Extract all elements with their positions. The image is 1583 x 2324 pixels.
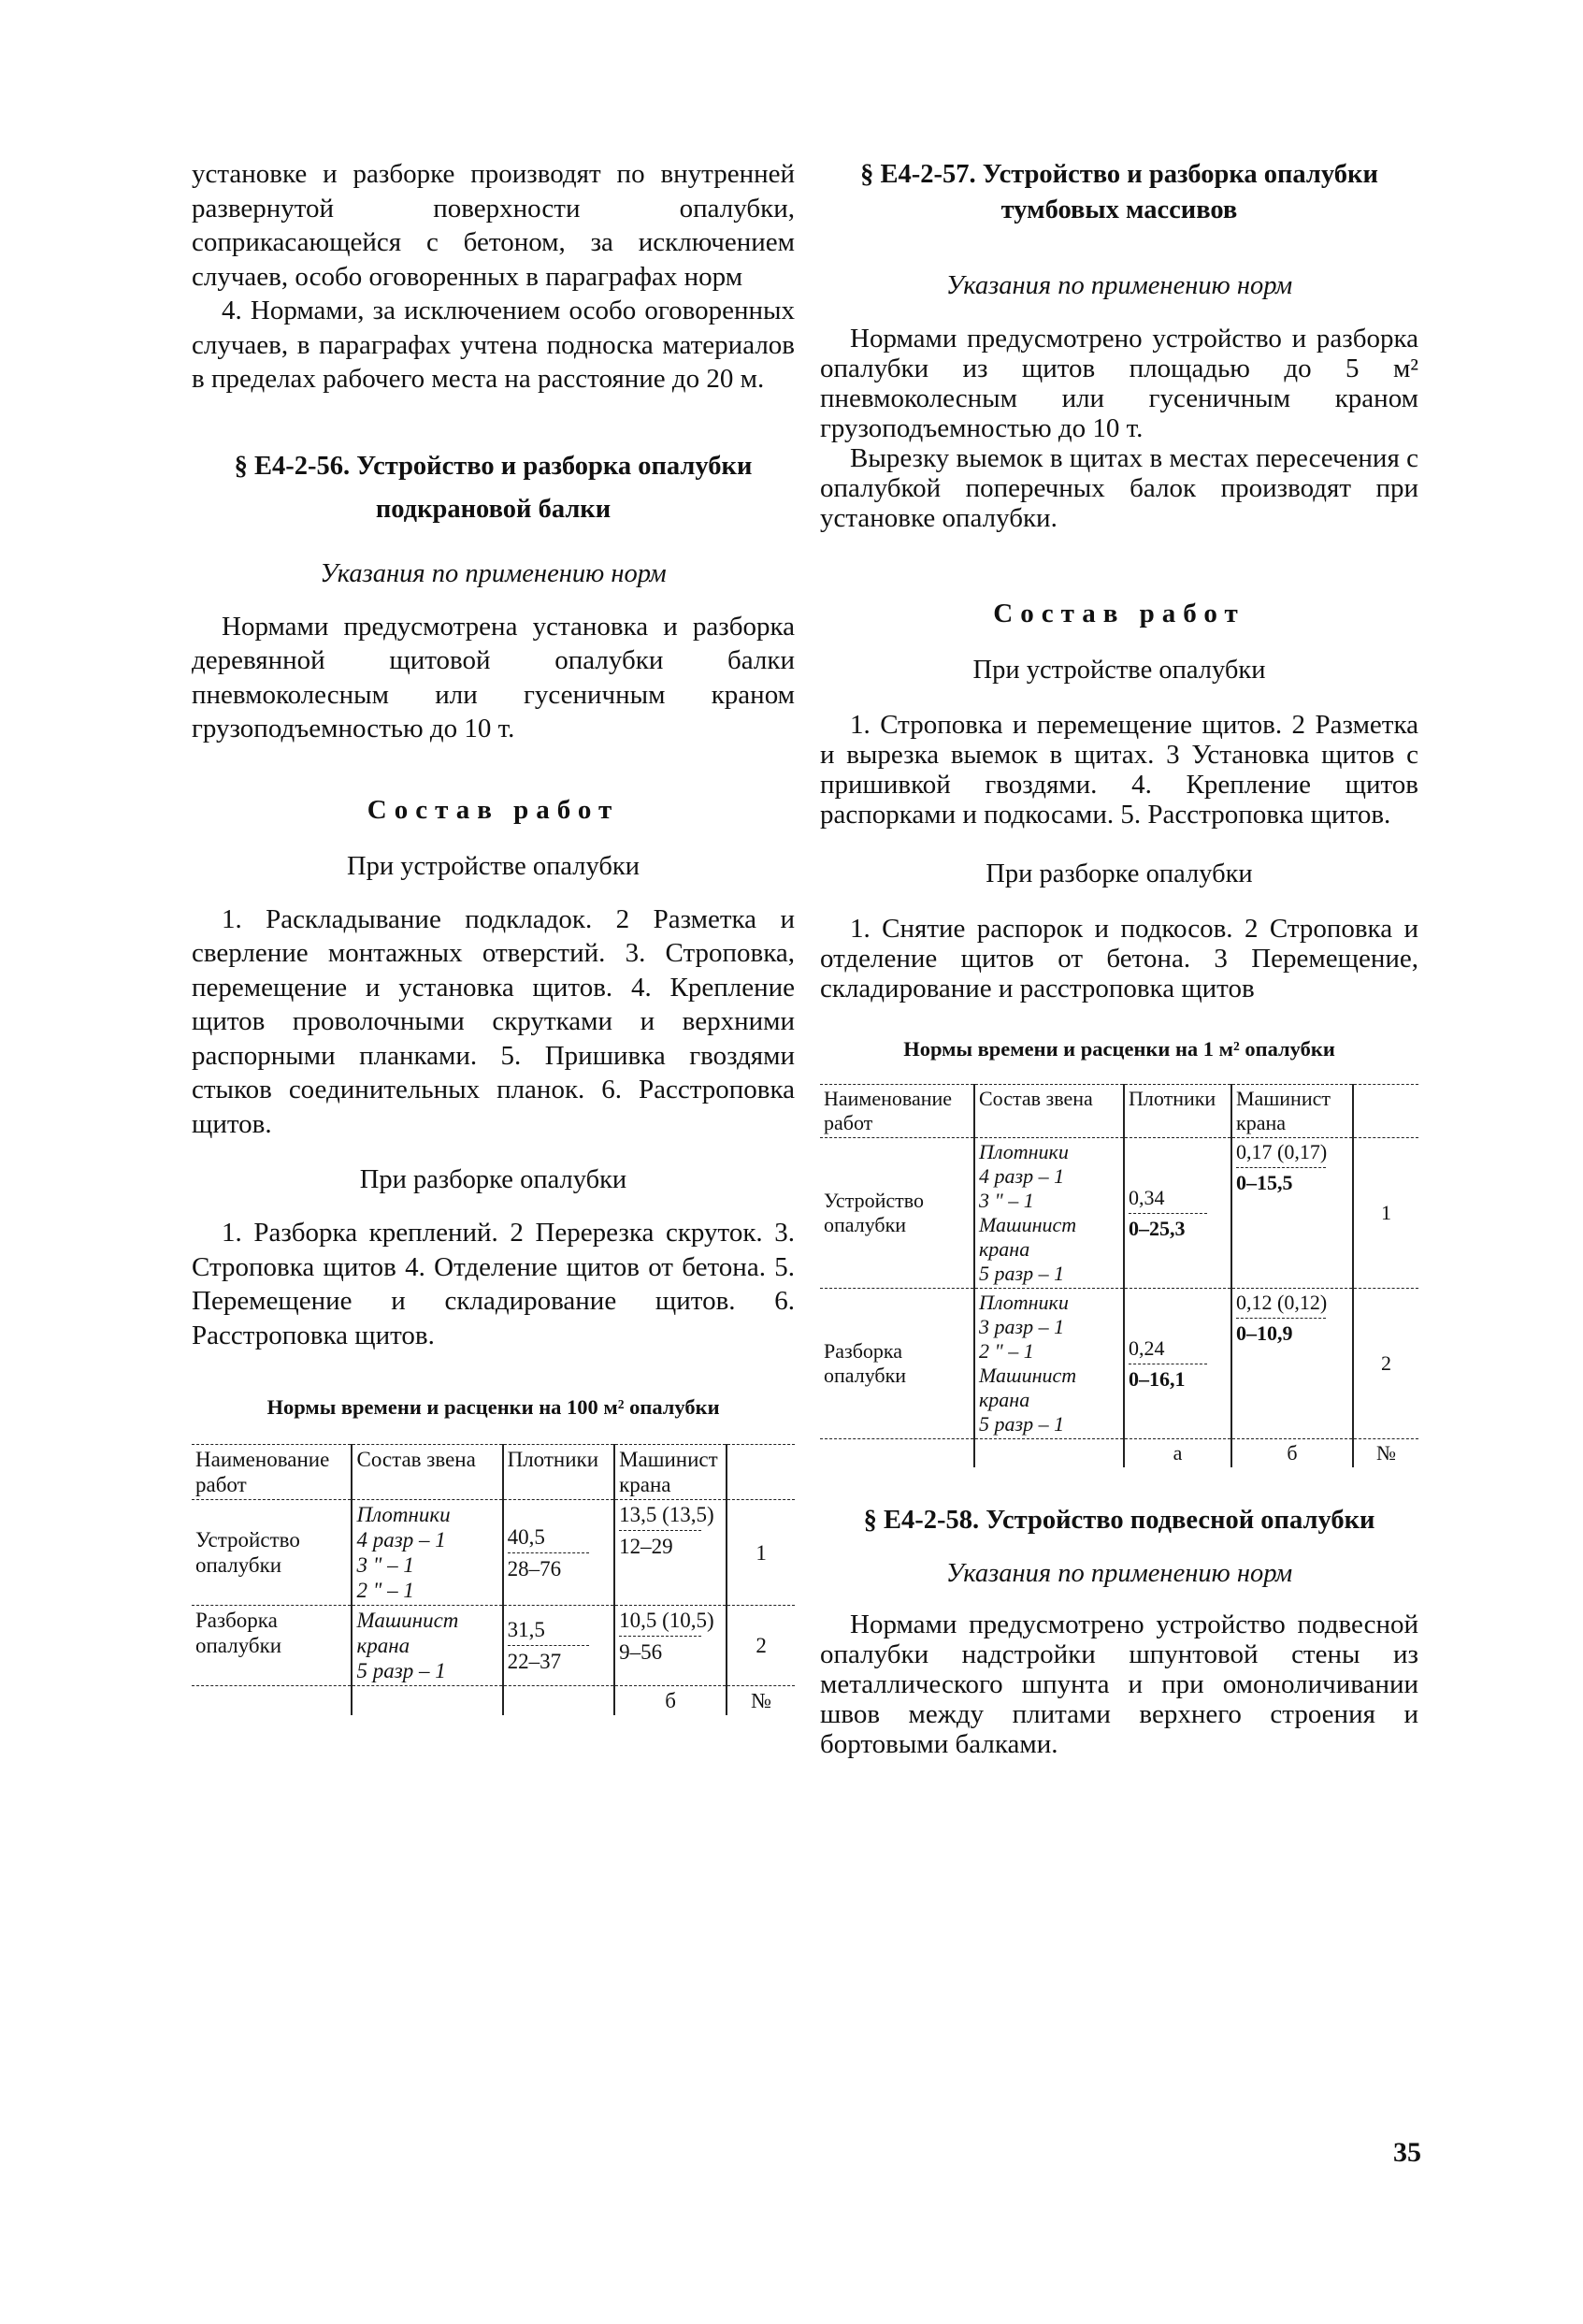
table-header-cell: Состав звена — [974, 1085, 1124, 1138]
price-value: 9–56 — [619, 1640, 663, 1664]
crew-cell — [352, 1606, 502, 1686]
price-value: 12–29 — [619, 1535, 673, 1558]
crew-line: Машинист — [979, 1213, 1077, 1236]
time-value: 0,12 (0,12) — [1236, 1291, 1328, 1314]
table-header-cell: Плотники — [1124, 1085, 1231, 1138]
row-number: 1 — [727, 1500, 795, 1606]
price-value: 22–37 — [507, 1650, 562, 1673]
left-column — [192, 157, 795, 1715]
table-header-cell: Плотники — [503, 1445, 615, 1500]
price-value: 0–25,3 — [1129, 1216, 1186, 1240]
table-56-caption: Нормы времени и расценки на 100 м² опалубки — [266, 1395, 720, 1419]
table-row — [820, 1138, 1418, 1289]
operation-cell: Устройство опалубки — [820, 1138, 974, 1289]
section-56-installation-text: 1. Раскладывание подкладок. 2 Разметка и сверление монтажных отверстий. 3. Строповка, перемещение и установка щитов. 4. Крепление щитов проволочными скрутками и верхними распорными планками. 5. Пришивка гвоздями стыков соединительных планок. 6. Расстроповка щитов. — [192, 903, 795, 1139]
section-56-dismantling-text: 1. Разборка креплений. 2 Перерезка скруток. 3. Строповка щитов 4. Отделение щитов от бетона. 5. Перемещение и складирование щитов. 6. Расстроповка щитов. — [192, 1218, 795, 1350]
value-divider — [619, 1636, 701, 1637]
crew-line: Плотники — [979, 1140, 1069, 1163]
table-row — [820, 1289, 1418, 1439]
section-57-instructions-heading: Указания по применению норм — [945, 271, 1293, 300]
crew-line: 5 разр – 1 — [979, 1412, 1065, 1436]
section-57-installation-heading: При устройстве опалубки — [972, 656, 1266, 685]
section-58-instructions-heading: Указания по применению норм — [945, 1559, 1293, 1588]
section-57-instructions-p2: Вырезку выемок в щитах в местах пересечения с опалубкой поперечных балок производят при установке опалубки. — [820, 443, 1418, 533]
price-value: 0–16,1 — [1129, 1366, 1186, 1391]
crew-cell — [974, 1138, 1124, 1289]
crane-cell — [614, 1500, 727, 1606]
table-header-row — [192, 1445, 795, 1500]
footer-cell — [974, 1439, 1124, 1468]
value-divider — [508, 1552, 590, 1553]
section-56-title: § Е4-2-56. Устройство и разборка опалубки подкрановой балки — [234, 451, 753, 524]
table-header-cell — [1353, 1085, 1418, 1138]
time-value: 13,5 (13,5) — [619, 1503, 714, 1526]
table-footer-row — [192, 1686, 795, 1716]
page-number: 35 — [1393, 2137, 1421, 2168]
crane-cell — [1231, 1289, 1353, 1439]
crew-cell — [352, 1500, 502, 1606]
crew-cell — [974, 1289, 1124, 1439]
value-divider — [508, 1645, 590, 1646]
footer-cell: № — [1353, 1439, 1418, 1468]
table-header-row — [820, 1085, 1418, 1138]
operation-cell: Разборка опалубки — [820, 1289, 974, 1439]
time-value: 0,17 (0,17) — [1236, 1140, 1328, 1163]
carpenters-cell — [503, 1500, 615, 1606]
footer-cell: № — [727, 1686, 795, 1716]
table-57-caption: Нормы времени и расценки на 1 м² опалубки — [903, 1037, 1335, 1061]
norms-table-57 — [820, 1084, 1418, 1467]
footer-cell — [192, 1686, 352, 1716]
crew-line: Машинист крана — [356, 1609, 459, 1657]
footer-cell — [820, 1439, 974, 1468]
intro-paragraph-2: 4. Нормами, за исключением особо оговоренных случаев, в параграфах учтена подноска материалов в пределах рабочего места на расстояние до 20 м. — [192, 296, 795, 394]
crew-line: 3 " – 1 — [979, 1189, 1034, 1212]
footer-cell: б — [1231, 1439, 1353, 1468]
crew-line: 5 разр – 1 — [356, 1659, 446, 1682]
table-header-cell: Состав звена — [352, 1445, 502, 1500]
time-value: 0,24 — [1129, 1335, 1165, 1360]
price-value: 0–15,5 — [1236, 1171, 1293, 1194]
time-value: 0,34 — [1129, 1185, 1165, 1209]
section-58-title: § Е4-2-58. Устройство подвесной опалубки — [863, 1506, 1375, 1535]
section-57-title: § Е4-2-57. Устройство и разборка опалубки тумбовых массивов — [860, 160, 1378, 224]
crane-cell — [614, 1606, 727, 1686]
crew-line: 3 " – 1 — [356, 1553, 414, 1577]
price-value: 28–76 — [507, 1556, 562, 1581]
crew-line: Плотники — [979, 1291, 1069, 1314]
operation-cell: Разборка опалубки — [192, 1606, 352, 1686]
crew-line: 3 разр – 1 — [979, 1315, 1065, 1338]
section-57-composition-heading: Состав работ — [993, 599, 1245, 628]
carpenters-cell — [1124, 1138, 1231, 1289]
right-column — [820, 157, 1418, 1759]
section-58-instructions-text: Нормами предусмотрено устройство подвесной опалубки надстройки шпунтовой стены из металлического шпунта и при омоноличивании швов между плитами верхнего строения и бортовыми балками. — [820, 1609, 1418, 1759]
table-row — [192, 1500, 795, 1606]
value-divider — [1236, 1318, 1326, 1319]
crew-line: Плотники — [356, 1503, 451, 1526]
operation-cell: Устройство опалубки — [192, 1500, 352, 1606]
crew-line: 4 разр – 1 — [979, 1164, 1065, 1188]
table-header-cell: Наименование работ — [192, 1445, 352, 1500]
crew-line: 5 разр – 1 — [979, 1262, 1065, 1285]
intro-paragraph-1: установке и разборке производят по внутренней развернутой поверхности опалубки, соприкасающейся с бетоном, за исключением случаев, особо оговоренных в параграфах норм — [192, 159, 795, 292]
row-number: 2 — [1353, 1289, 1418, 1439]
section-56-instructions-text: Нормами предусмотрена установка и разборка деревянной щитовой опалубки балки пневмоколесным или гусеничным краном грузоподъемностью до 10 т. — [192, 611, 795, 743]
section-57-dismantling-text: 1. Снятие распорок и подкосов. 2 Строповка и отделение щитов от бетона. 3 Перемещение, складирование и расстроповка щитов — [820, 914, 1418, 1003]
crew-line: Машинист — [979, 1364, 1077, 1387]
crane-cell — [1231, 1138, 1353, 1289]
table-footer-row — [820, 1439, 1418, 1468]
value-divider — [1236, 1167, 1326, 1168]
carpenters-cell — [1124, 1289, 1231, 1439]
footer-cell — [352, 1686, 502, 1716]
section-56-composition-heading: Состав работ — [367, 794, 620, 825]
value-divider — [619, 1530, 701, 1531]
table-header-cell: Наименование работ — [820, 1085, 974, 1138]
section-56-installation-heading: При устройстве опалубки — [347, 851, 640, 881]
crew-line: крана — [979, 1388, 1030, 1411]
footer-cell: б — [614, 1686, 727, 1716]
section-56-dismantling-heading: При разборке опалубки — [359, 1165, 627, 1194]
time-value: 10,5 (10,5) — [619, 1609, 714, 1632]
time-value: 31,5 — [507, 1618, 545, 1641]
section-56-instructions-heading: Указания по применению норм — [320, 558, 667, 588]
norms-table-56 — [192, 1444, 795, 1715]
price-value: 0–10,9 — [1236, 1321, 1293, 1345]
table-header-cell — [727, 1445, 795, 1500]
value-divider — [1129, 1213, 1207, 1214]
footer-cell: а — [1124, 1439, 1231, 1468]
crew-line: 2 " – 1 — [356, 1579, 414, 1602]
time-value: 40,5 — [507, 1524, 545, 1549]
section-57-dismantling-heading: При разборке опалубки — [986, 859, 1253, 888]
crew-line: 4 разр – 1 — [356, 1528, 446, 1552]
carpenters-cell — [503, 1606, 615, 1686]
section-57-instructions-p1: Нормами предусмотрено устройство и разборка опалубки из щитов площадью до 5 м² пневмоколесным или гусеничным краном грузоподъемностью до 10 т. — [820, 324, 1418, 443]
row-number: 2 — [727, 1606, 795, 1686]
row-number: 1 — [1353, 1138, 1418, 1289]
table-row — [192, 1606, 795, 1686]
table-header-cell: Машинист крана — [614, 1445, 727, 1500]
table-header-cell: Машинист крана — [1231, 1085, 1353, 1138]
crew-line: 2 " – 1 — [979, 1339, 1034, 1363]
footer-cell — [503, 1686, 615, 1716]
section-57-installation-text: 1. Строповка и перемещение щитов. 2 Разметка и вырезка выемок в щитах. 3 Установка щитов с пришивкой гвоздями. 4. Крепление щитов распорками и подкосами. 5. Расстроповка щитов. — [820, 710, 1418, 830]
crew-line: крана — [979, 1237, 1030, 1261]
